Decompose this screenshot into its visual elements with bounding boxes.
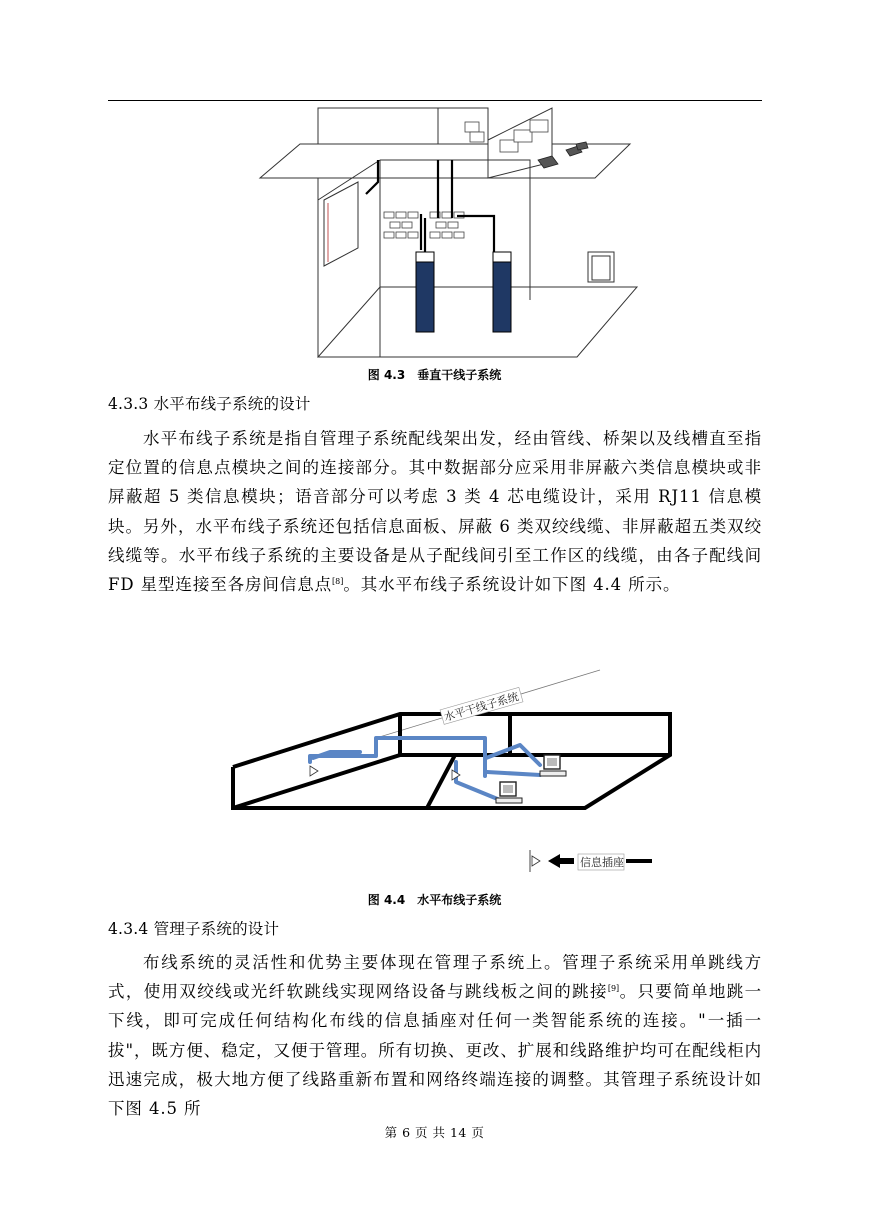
computer-icon (540, 755, 566, 776)
section-4-3-3-paragraph (108, 424, 762, 599)
figure-4-3-caption: 图 4.3 垂直干线子系统 (367, 368, 502, 382)
wall-panel-icon (324, 182, 358, 266)
citation-8: [8] (332, 577, 344, 587)
paragraph-text-tail: 。只要简单地跳一下线，即可完成任何结构化布线的信息插座对任何一类智能系统的连接。"一插一拔"，既方便、稳定，又便于管理。所有切换、更改、扩展和线路维护均可在配线柜内迅速完成，极大地方便了线路重新布置和网络终端连接的调整。其管理子系统设计如下图 4.5 所 (108, 982, 762, 1119)
horizontal-subsystem-label-text: 水平干线子系统 (442, 690, 521, 724)
paragraph-text: 布线系统的灵活性和优势主要体现在管理子系统上。管理子系统采用单跳线方式，使用双绞线或光纤软跳线实现网络设备与跳线板之间的跳接 (108, 953, 762, 1002)
computer-icon (496, 782, 522, 803)
outlet-icon (532, 856, 540, 866)
header-rule (108, 100, 762, 101)
figure-4-4-caption: 图 4.4 水平布线子系统 (367, 893, 502, 907)
section-4-3-3-heading: 4.3.3 水平布线子系统的设计 (108, 395, 311, 413)
outlet-legend-text: 信息插座 (580, 856, 624, 869)
paragraph-text: 水平布线子系统是指自管理子系统配线架出发，经由管线、桥架以及线槽直至指定位置的信息点模块之间的连接部分。其中数据部分应采用非屏蔽六类信息模块或非屏蔽超 5 类信息模块；语音部分可以考虑 3 类 4 芯电缆设计，采用 RJ11 信息模块。另外，水平布线子系统还包括信息面板、屏蔽 6 类双绞线缆、非屏蔽超五类双绞线缆等。水平布线子系统的主要设备是从子配线间引至工作区的线缆，由各子配线间 FD 星型连接至各房间信息点 (108, 429, 762, 595)
section-4-3-4-heading: 4.3.4 管理子系统的设计 (108, 920, 280, 938)
paragraph-text-tail: 。其水平布线子系统设计如下图 4.4 所示。 (343, 575, 681, 595)
arrow-left-icon (548, 854, 574, 868)
figure-4-3-diagram (258, 104, 648, 366)
page-footer: 第 6 页 共 14 页 (384, 1125, 485, 1140)
citation-9: [9] (607, 984, 620, 994)
backbone-cabinet-icons (416, 252, 511, 332)
figure-4-4-diagram (228, 665, 678, 885)
outlet-legend (530, 850, 652, 872)
section-4-3-4-paragraph (108, 948, 762, 1123)
building-outline (233, 714, 670, 808)
